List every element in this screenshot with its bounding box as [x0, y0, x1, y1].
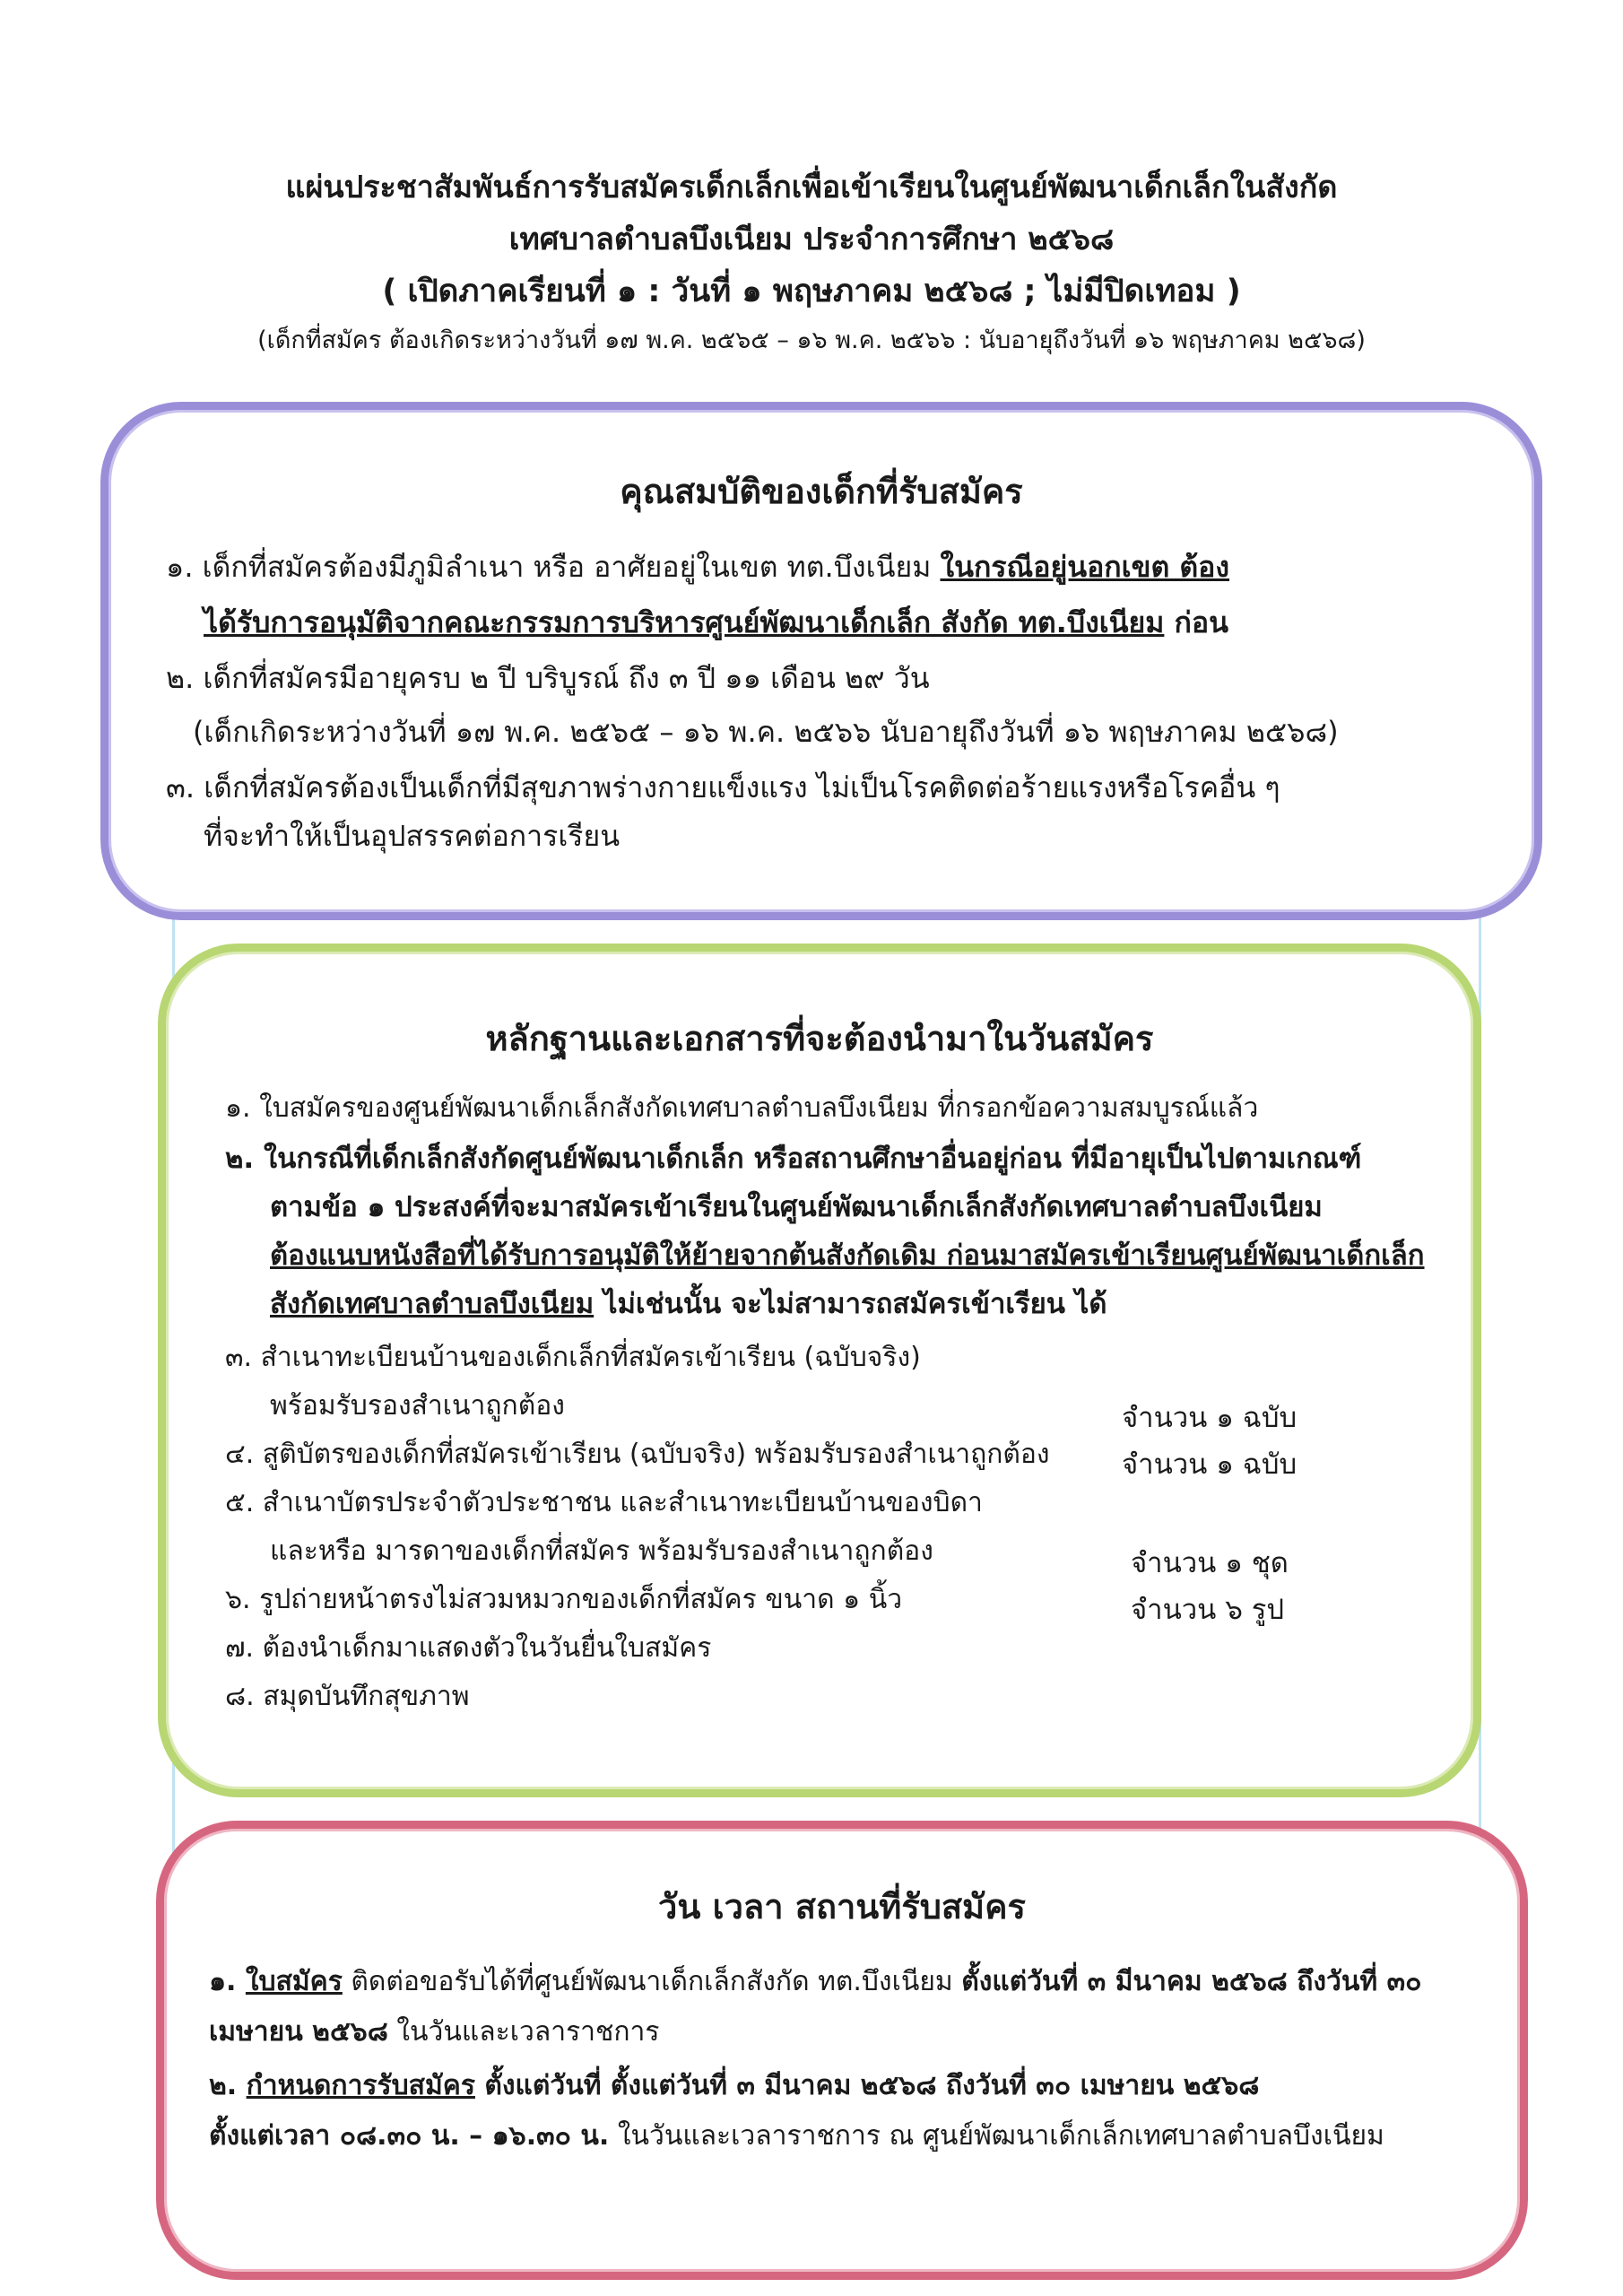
document-item-2-underlined-2: สังกัดเทศบาลตำบลบึงเนียม: [270, 1288, 595, 1320]
document-item-2-line3: [270, 1233, 1425, 1278]
qualification-item-1-cont: [204, 600, 1228, 645]
document-item-5-quantity: จำนวน ๑ ชุด: [1131, 1547, 1289, 1579]
documents-title: หลักฐานและเอกสารที่จะต้องนำมาในวันสมัคร: [485, 1019, 1154, 1058]
qualification-item-1-underlined: ในกรณีอยู่นอกเขต ต้อง: [940, 550, 1230, 584]
header-title-line2: เทศบาลตำบลบึงเนียม ประจำการศึกษา ๒๕๖๘: [508, 222, 1115, 257]
schedule-item-2-number: ๒.: [209, 2070, 247, 2101]
schedule-item-2-label: กำหนดการรับสมัคร: [246, 2070, 475, 2101]
schedule-box: [156, 1821, 1528, 2280]
schedule-item-1-end-date: เมษายน ๒๕๖๘: [209, 2016, 388, 2048]
schedule-title: วัน เวลา สถานที่รับสมัคร: [658, 1887, 1026, 1926]
document-item-8: ๘. สมุดบันทึกสุขภาพ: [225, 1681, 470, 1712]
schedule-item-1: [209, 1960, 1421, 2005]
document-item-3-quantity: จำนวน ๑ ฉบับ: [1122, 1402, 1298, 1434]
document-item-5-cont: และหรือ มารดาของเด็กที่สมัคร พร้อมรับรองสำเนาถูกต้อง: [270, 1535, 933, 1567]
header-birthdate-note: (เด็กที่สมัคร ต้องเกิดระหว่างวันที่ ๑๗ พ.ค. ๒๕๖๕ – ๑๖ พ.ค. ๒๕๖๖ : นับอายุถึงวันที่ ๑๖ พฤษภาคม ๒๕๖๘): [257, 326, 1366, 354]
document-item-2: ๒. ในกรณีที่เด็กเล็กสังกัดศูนย์พัฒนาเด็กเล็ก หรือสถานศึกษาอื่นอยู่ก่อน ที่มีอายุเป็นไปตามเกณฑ์: [225, 1143, 1362, 1175]
schedule-item-2-dates: ตั้งแต่วันที่ ตั้งแต่วันที่ ๓ มีนาคม ๒๕๖๘ ถึงวันที่ ๓๐ เมษายน ๒๕๖๘: [474, 2070, 1260, 2101]
document-item-1: ๑. ใบสมัครของศูนย์พัฒนาเด็กเล็กสังกัดเทศบาลตำบลบึงเนียม ที่กรอกข้อความสมบูรณ์แล้ว: [225, 1092, 1259, 1124]
qualifications-box: [100, 402, 1542, 920]
document-item-5: ๕. สำเนาบัตรประจำตัวประชาชน และสำเนาทะเบียนบ้านของบิดา: [225, 1487, 983, 1518]
document-item-6-quantity: จำนวน ๖ รูป: [1131, 1594, 1285, 1626]
qualification-item-2: ๒. เด็กที่สมัครมีอายุครบ ๒ ปี บริบูรณ์ ถึง ๓ ปี ๑๑ เดือน ๒๙ วัน: [166, 661, 930, 695]
qualification-item-1-tail: ก่อน: [1164, 605, 1228, 639]
schedule-item-2-time: ตั้งแต่เวลา ๐๘.๓๐ น. – ๑๖.๓๐ น.: [209, 2120, 610, 2152]
document-header: [0, 161, 1623, 364]
qualifications-title: คุณสมบัติของเด็กที่รับสมัคร: [620, 472, 1023, 511]
documents-box: [158, 944, 1481, 1797]
document-item-2-line4: [270, 1282, 1107, 1326]
qualification-item-1: [166, 544, 1229, 589]
qualification-item-1-text: ๑. เด็กที่สมัครต้องมีภูมิลำเนา หรือ อาศัยอยู่ในเขต ทต.บึงเนียม: [166, 550, 941, 584]
document-item-4-quantity: จำนวน ๑ ฉบับ: [1122, 1448, 1298, 1481]
document-item-3: ๓. สำเนาทะเบียนบ้านของเด็กเล็กที่สมัครเข้าเรียน (ฉบับจริง): [225, 1342, 921, 1373]
schedule-item-1-dates: ตั้งแต่วันที่ ๓ มีนาคม ๒๕๖๘ ถึงวันที่ ๓๐: [961, 1966, 1422, 1997]
schedule-item-2-location: ในวันและเวลาราชการ ณ ศูนย์พัฒนาเด็กเล็กเทศบาลตำบลบึงเนียม: [609, 2120, 1384, 2152]
schedule-item-1-number: ๑.: [209, 1966, 246, 1997]
schedule-item-1-text: ติดต่อขอรับได้ที่ศูนย์พัฒนาเด็กเล็กสังกัด ทต.บึงเนียม: [342, 1966, 962, 1997]
qualification-item-3: ๓. เด็กที่สมัครต้องเป็นเด็กที่มีสุขภาพร่างกายแข็งแรง ไม่เป็นโรคติดต่อร้ายแรงหรือโรคอื่น ๆ: [166, 770, 1280, 804]
document-item-2-tail: ไม่เช่นนั้น จะไม่สามารถสมัครเข้าเรียน ได้: [594, 1288, 1107, 1320]
qualification-item-3-cont: ที่จะทำให้เป็นอุปสรรคต่อการเรียน: [204, 819, 621, 853]
qualification-item-1-underlined-2: ได้รับการอนุมัติจากคณะกรรมการบริหารศูนย์พัฒนาเด็กเล็ก สังกัด ทต.บึงเนียม: [204, 605, 1165, 639]
schedule-item-1-cont: [209, 2010, 660, 2055]
schedule-item-2-cont: [209, 2114, 1384, 2159]
document-item-2-underlined: ต้องแนบหนังสือที่ได้รับการอนุมัติให้ย้ายจากต้นสังกัดเดิม ก่อนมาสมัครเข้าเรียนศูนย์พัฒนาเด็กเล็ก: [270, 1239, 1425, 1272]
schedule-item-2: [209, 2064, 1259, 2109]
document-item-7: ๗. ต้องนำเด็กมาแสดงตัวในวันยื่นใบสมัคร: [225, 1632, 712, 1664]
header-title-line1: แผ่นประชาสัมพันธ์การรับสมัครเด็กเล็กเพื่อเข้าเรียนในศูนย์พัฒนาเด็กเล็กในสังกัด: [285, 170, 1338, 205]
header-semester-line: ( เปิดภาคเรียนที่ ๑ : วันที่ ๑ พฤษภาคม ๒๕๖๘ ; ไม่มีปิดเทอม ): [382, 274, 1241, 309]
document-item-6: ๖. รูปถ่ายหน้าตรงไม่สวมหมวกของเด็กที่สมัคร ขนาด ๑ นิ้ว: [225, 1584, 903, 1615]
qualification-item-2-note: (เด็กเกิดระหว่างวันที่ ๑๗ พ.ค. ๒๕๖๕ – ๑๖ พ.ค. ๒๕๖๖ นับอายุถึงวันที่ ๑๖ พฤษภาคม ๒๕๖๘): [193, 715, 1339, 749]
schedule-item-1-hours: ในวันและเวลาราชการ: [387, 2016, 660, 2048]
document-item-3-cont: พร้อมรับรองสำเนาถูกต้อง: [270, 1390, 565, 1422]
document-item-4: ๔. สูติบัตรของเด็กที่สมัครเข้าเรียน (ฉบับจริง) พร้อมรับรองสำเนาถูกต้อง: [225, 1439, 1050, 1470]
schedule-item-1-label: ใบสมัคร: [245, 1966, 343, 1997]
document-item-2-line2: ตามข้อ ๑ ประสงค์ที่จะมาสมัครเข้าเรียนในศูนย์พัฒนาเด็กเล็กสังกัดเทศบาลตำบลบึงเนียม: [270, 1191, 1323, 1223]
